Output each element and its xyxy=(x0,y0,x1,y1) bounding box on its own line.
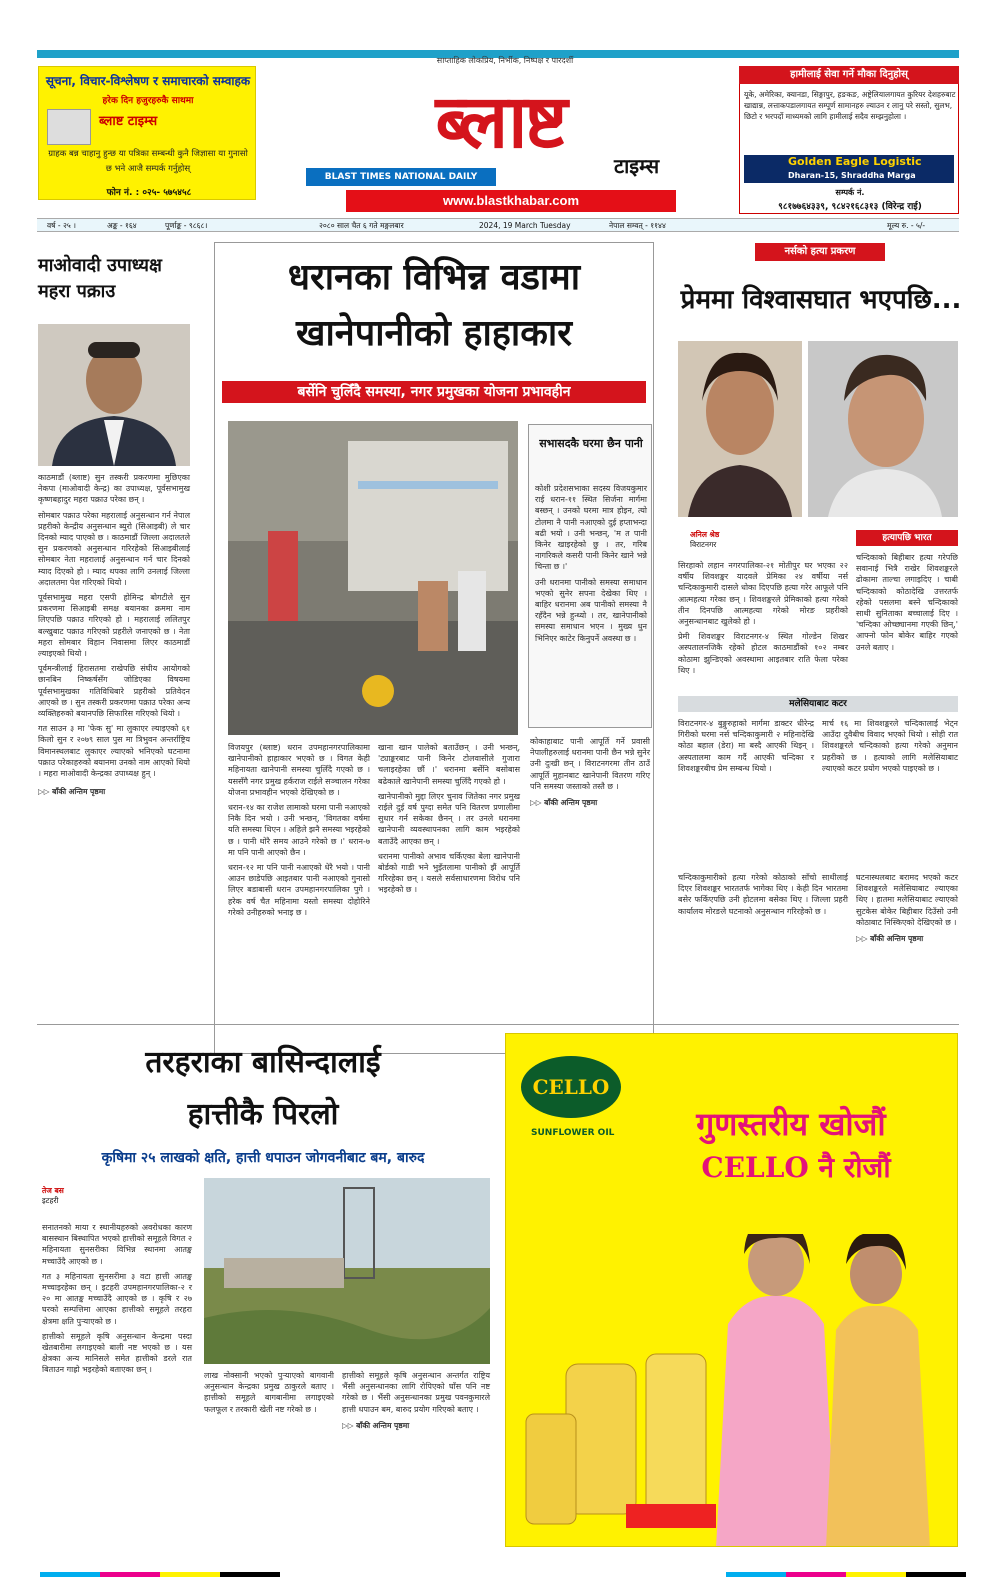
byline-location: विराटनगर xyxy=(690,540,717,549)
left-promo-brand: ब्लाष्ट टाइम्स xyxy=(99,114,158,129)
issue-number: अङ्क - १६४ xyxy=(107,221,137,230)
accused-photo xyxy=(808,341,958,517)
bottom-continued[interactable]: ▷▷ बाँकी अन्तिम पृष्ठमा xyxy=(342,1420,410,1430)
cello-advertisement[interactable] xyxy=(505,1033,958,1547)
byline-location: इटहरी xyxy=(42,1196,59,1205)
side-story-title: सभासदकै घरमा छैन पानी xyxy=(539,437,643,450)
main-para: धरानमा पानीको अभाव चर्किएका बेला खानेपानी बोर्डको गाडी भने भुइँतलामा पानीको झैं आपूर्ति गरिरहेका छन् । यसले सर्वसाधारणमा विरोध पनि भइरहेको छ । xyxy=(378,851,520,895)
masthead-logo xyxy=(284,72,716,184)
bottom-para: सनातनको माया र स्थानीयहरुको अवरोधका कारण बासस्थान बिस्थापित भएको हात्तीको समूहले विगत २ महिनायता सुनसरीका विभिन्न स्थानमा आतङ्क मच्चाउँदै आएको छ । xyxy=(42,1223,192,1266)
bottom-col-a xyxy=(42,1222,192,1376)
left-promo-sub: हरेक दिन हजुरहरुकै साथमा xyxy=(102,96,194,106)
nurse-col-c xyxy=(678,718,958,774)
nurse-story-tag: नर्सको हत्या प्रकरण xyxy=(755,243,885,261)
nurse-para: मार्च १६ मा शिवशङ्करले चन्दिकालाई भेट्न आउँदा दुवैबीच विवाद भएको थियो । सोही रात शिवशङ्करले चन्दिकाको हत्या गरेको अनुमान प्रहरीको छ । हत्याको लागि मलेसियाबाट ल्याएको कटर प्रयोग भएको पाइएको छ । xyxy=(822,719,958,773)
date-english: 2024, 19 March Tuesday xyxy=(479,221,571,230)
bottom-para: लाख नोक्सानी भएको पुऱ्याएको बागवानी अनुसन्धान केन्द्रका प्रमुख ठाकुरले बताए । हात्तीको समूहले बागबानीमा लगाइएको फलफूल र तरकारी खेती नष्ट गरेको छ । xyxy=(204,1371,334,1414)
main-headline: धरानका विभिन्न वडामा खानेपानीको हाहाकार xyxy=(287,257,581,354)
bottom-byline xyxy=(42,1186,192,1206)
nurse-continued[interactable]: ▷▷ बाँकी अन्तिम पृष्ठमा xyxy=(856,934,924,944)
bottom-para: हात्तीको समूहले कृषि अनुसन्धान अन्तर्गत राष्ट्रिय भैंसी अनुसन्धानका लागि रोपिएको घाँस पनि नष्ट गरेको छ । भैंसी अनुसन्धानका प्रमुख पवनकुमारले हात्ती धपाउन बम, बारुद प्रयोग गरिएको बताए । xyxy=(342,1371,490,1414)
eagle-logo xyxy=(744,155,954,183)
nurse-para: सिरहाको लहान नगरपालिका-२१ मोतीपुर घर भएका २२ वर्षीय शिवशङ्कर यादवले प्रेमिका २४ वर्षीया नर्स चन्दिकाकुमारी दासले धोका दिएपछि हत्या गरेर आफूले पनि आत्महत्या गरेका छन् । शिवशङ्करले प्रेमिकाको हत्या गरेको तीन दिनपछि आत्महत्या गरेको मोरङ प्रहरीको अनुसन्धानबाट खुलेको हो । xyxy=(678,561,848,627)
right-promo-phone: ९८१७७६४३३९, ९८४२१६८३१३ (विरेन्द्र राई) xyxy=(778,202,922,212)
cello-oil-label: SUNFLOWER OIL xyxy=(531,1128,615,1138)
main-para: धरान-१२ मा पनि पानी नआएको धेरै भयो । पानी आउन छाडेपछि आइतबार पानी नआएको गुनासो लिएर बडाबासी धरान उपमहानगरपालिका पुगे । हरेक वर्ष चैत महिनामा यस्तो समस्या दोहोरिने गरेको उनीहरुको भनाइ छ । xyxy=(228,863,370,917)
main-subhead: बर्सेनि चुलिँदै समस्या, नगर प्रमुखका योजना प्रभावहीन xyxy=(222,381,646,403)
left-promo-title: सूचना, विचार-विश्लेषण र समाचारको सम्वाहक xyxy=(45,74,251,88)
ad-headline-2: CELLO नै रोजौं xyxy=(701,1151,891,1184)
malaysia-tag: मलेसियाबाट कटर xyxy=(678,696,958,712)
side-story-para: कोकाहाबाट पानी आपूर्ति गर्ने प्रवासी नेपालीहरुलाई धरानमा पानी छैन भन्ने सुनेर उनी दुःखी छन् । विराटनगरमा तीन ठाउँ आपूर्ति मुहानबाट खानेपानी वितरण गरिए पनि समस्या जस्ताको तस्तै छ । xyxy=(530,737,650,791)
byline-name: अनिल श्रेष्ठ xyxy=(690,530,720,539)
eagle-logo-address: Dharan-15, Shraddha Marga xyxy=(788,171,916,180)
left-promo-text: ग्राहक बन्न चाहानु हुन्छ या पत्रिका सम्बन्धी कुनै जिज्ञासा या गुनासो छ भने आजै सम्पर्क गर्नुहोस् xyxy=(48,149,248,174)
logo-tagline: BLAST TIMES NATIONAL DAILY xyxy=(306,168,496,186)
nurse-col-a xyxy=(678,560,848,676)
site-url[interactable]: www.blastkhabar.com xyxy=(346,190,676,212)
page-bottom-strip xyxy=(0,1566,1006,1584)
ad-headline-1: गुणस्तरीय खोजौं xyxy=(696,1105,886,1143)
col1-headline: माओवादी उपाध्यक्ष महरा पक्राउ xyxy=(38,255,162,302)
left-promo-box xyxy=(38,66,256,200)
bottom-col-c xyxy=(342,1370,490,1431)
newspaper-icon xyxy=(47,109,91,145)
side-story-para: कोशी प्रदेशसभाका सदस्य विजयकुमार राई धरान-११ स्थित सिर्जना मार्गमा बस्छन् । उनको घरमा मात्र होइन, त्यो टोलमा नै पानी नआएको दुई हप्ताभन्दा बढी भयो । उनी भन्छन्, 'म त पानी किनेर खाइरहेको छु । तर, गरिब नागरिकले कसरी पानी किनेर खाने भन्ने चिन्ता छ ।' xyxy=(535,484,647,572)
issue-info-bar xyxy=(37,218,959,232)
nurse-para: विराटनगर-४ बुङ्गुरुहाको मार्गमा डाक्टर धीरेन्द्र गिरीको घरमा नर्स चन्दिकाकुमारी २ महिनादेखि कोठा बहाल (डेरा) मा बस्दै आएकी थिइन् । अस्पतालमा काम गर्दै आएकी चन्दिका र शिवशङ्करबीच प्रेम सम्बन्ध थियो । xyxy=(678,719,814,773)
bottom-para: हात्तीको समूहले कृषि अनुसन्धान केन्द्रमा पस्दा खेतबारीमा लगाइएको बाली नष्ट भएको छ । यस क्षेत्रका अन्य मानिसले समेत हात्तीको डरले रात बिताउन गाह्रो भइरहेको बताएका छन् । xyxy=(42,1331,192,1375)
total-issues: पूर्णाङ्क - ९८६८। xyxy=(165,221,208,230)
main-col-b xyxy=(378,742,520,896)
right-promo-text: यूके, अमेरिका, क्यानडा, सिङ्गापुर, हङकङ, अष्ट्रेलियालगायत कुरियर देशहरुबाट खाद्यान्न, लत्ताकपडालगायत सम्पूर्ण सामानहरु ल्याउन र लानु परे सस्तो, सुलभ, छिटो र भरपर्दो माध्यमको लागि हामीलाई सदैव सम्झनुहोला । xyxy=(744,90,956,121)
water-tanker-photo xyxy=(228,421,518,735)
byline-name: तेज बस xyxy=(42,1186,64,1195)
main-para: धरान-१४ का राजेश लामाको घरमा पानी नआएको निकै दिन भयो । उनी भन्छन्, 'विगतका वर्षमा यति समस्या थिएन । अहिले झनै समस्या भइरहेको छ । पानी थोरै समय आउने गरेको छ ।' धरान-७ मा पनि पानी आएको छैन । xyxy=(228,803,370,857)
elephant-damage-photo xyxy=(204,1178,490,1364)
bharat-tag: हत्यापछि भारत xyxy=(856,530,958,546)
date-nepali: २०८० साल चैत ६ गते मङ्गलबार xyxy=(319,221,404,230)
nurse-para: चन्दिकाको बिहीबार हत्या गरेपछि सवानाई भित्रै राखेर शिवशङ्करले ढोकामा ताल्चा लगाइदिए । चाबी चन्दिकाको कोठादेखि उत्तरतर्फ रहेको पसलमा बस्ने चन्दिकाको साथी सुनिताका बच्चालाई दिए । 'चन्दिका ओच्छ्यानमा गएकी छिन्,' आफ्नो फोन बोकेर बाहिर गएको उनले बताए । xyxy=(856,553,958,652)
nurse-para: घटनास्थलबाट बरामद भएको कटर शिवशङ्करले मलेसियाबाट ल्याएका थिए । हातमा मलेसियाबाट ल्याएको सुटकेस बोकेर बिहीबार दिउँसो उनी कोठाबाट निस्किएको देखिएको छ । xyxy=(856,873,958,927)
right-promo-phone-label: सम्पर्क नं. xyxy=(835,188,865,197)
bottom-headline-1: तरहराका बासिन्दालाई xyxy=(145,1045,381,1080)
col1-para: पूर्वमन्त्रीलाई हिरासतमा राखेपछि संघीय आयोगको छानबिन निष्कर्षसँग जोडिएका विषयमा पूर्वसभामुखका गतिविधिबारे प्रहरीको प्रतिवेदन आएको छ । सुन तस्करी प्रकरणमा पक्राउ परेका अन्य व्यक्तिहरुको बयानपछि सिफारिस गरिएको थियो । xyxy=(38,664,190,719)
col1-para: गत साउन ३ मा 'फेक सु' मा लुकाएर ल्याइएको ६१ किलो सुन र २०७९ साल पुस मा त्रिभुवन अन्तर्राष्ट्रिय विमानस्थलबाट लुकाएर ल्याएको भनिएको घटनामा पक्राउ परेकाहरुको बयानमा उनको नाम आएको थियो । महरा माओवादी केन्द्रका उपाध्यक्ष हुन् । xyxy=(38,724,190,779)
logo-times: टाइम्स xyxy=(614,154,660,178)
nurse-col-d xyxy=(678,872,848,917)
nurse-headline: प्रेममा विश्वासघात भएपछि... xyxy=(680,285,962,315)
bottom-subhead: कृषिमा २५ लाखको क्षति, हात्ती धपाउन जोगवनीबाट बम, बारुद xyxy=(101,1150,425,1166)
victim-photo xyxy=(678,341,802,517)
right-promo-box xyxy=(739,66,959,214)
nurse-col-b xyxy=(856,552,958,653)
mahara-photo xyxy=(38,324,190,466)
main-para: खाना खान पालेको बताउँछन् । उनी भन्छन्, 'ट्याङ्करबाट पानी किनेर टोलवासीले गुजारा चलाइरहेका छौं ।' धरानमा बर्सेनि बसोबास बढेकाले खानेपानी समस्या चुलिँदै गएको हो । xyxy=(378,743,520,786)
bottom-para: गत ३ महिनायता सुनसरीमा ३ वटा हात्ती आतङ्क मच्चाइरहेका छन् । इटहरी उपमहानगरपालिका-२ र २० मा आतङ्क मच्चाउँदै आएको छ । कृषि र २७ घरको सम्पत्तिमा आएका हात्तीको समूहले तरहरा क्षेत्रमा क्षति पुर्‍याएको छ । xyxy=(42,1271,192,1326)
section-divider xyxy=(37,1024,959,1025)
cello-logo: CELLO xyxy=(521,1056,621,1118)
nurse-byline xyxy=(690,530,840,550)
nurse-para: प्रेमी शिवशङ्कर विराटनगर-४ स्थित गोल्डेन शिखर अस्पतालनजिकै रहेको होटल काठमाडौंको १०२ नम्बर कोठामा झुन्डिएको अवस्थामा आइतबार राति फेला परेका थिए । xyxy=(678,632,848,675)
volume: वर्ष - २५ । xyxy=(47,221,77,230)
col1-para: काठमाडौं (ब्लाष्ट) सुन तस्करी प्रकरणमा मुछिएका नेकपा (माओवादी केन्द्र) का उपाध्यक्ष, पूर्वसभामुख कृष्णबहादुर महरा पक्राउ परेका छन् । xyxy=(38,473,190,505)
nepal-samvat: नेपाल सम्वत् - ११४४ xyxy=(609,221,666,230)
col1-continued[interactable]: ▷▷ बाँकी अन्तिम पृष्ठमा xyxy=(38,787,106,797)
main-para: विजयपुर (ब्लाष्ट) धरान उपमहानगरपालिकामा खानेपानीको हाहाकार भएको छ । विगत केही महिनायता खानेपानी समस्या चुलिँदै गएको छ । यससँगै नगर प्रमुख हर्कराज राईले सञ्चालन गरेका योजना प्रभावहीन भएको देखिएको छ । xyxy=(228,743,370,797)
price: मूल्य रु. - ५/- xyxy=(887,221,926,230)
nurse-col-e xyxy=(856,872,958,944)
col1-article xyxy=(38,472,190,797)
side-story-continued xyxy=(530,736,650,808)
logo-text: ब्लाष्ट xyxy=(435,79,565,165)
ad-models-products-illustration xyxy=(506,1234,958,1547)
side-story-para: उनी धरानमा पानीको समस्या समाधान भएको सुनेर सपना देखेका थिए । बाहिर धरानमा अब पानीको समस्या नै रहँदैन भन्ने हुन्थ्यो । तर, खानेपानीको समस्या समाधान भएन । मुख्य धुन भिनिएर काटेर किनुपर्ने अवस्था छ । xyxy=(535,577,647,643)
col1-para: पूर्वसभामुख महरा एसपी होमिन्द्र बोगटीले सुन प्रकरणमा सिआइबी समक्ष बयानका क्रममा नाम लिएपछि पक्राउ गरिएको हो । महरालाई ललितपुर बल्खुबाट पक्राउ गरिएको प्रहरीले जनाएको छ । नेता महरा सोमबार विहान निवासमा लिएर काठमाडौं ल्याइएको थियो । xyxy=(38,593,190,659)
main-col-a xyxy=(228,742,370,918)
nurse-para: चन्दिकाकुमारीको हत्या गरेको कोठाको साँचो साथीलाई दिएर शिवशङ्कर भारततर्फ भागेका थिए । केही दिन भारतमा बसेर फर्किएपछि उनी होटलमा बसेका थिए । जिल्ला प्रहरी कार्यालय मोरङले घटनाको अनुसन्धान गरिरहेको छ । xyxy=(678,873,848,916)
eagle-logo-name: Golden Eagle Logistic xyxy=(788,155,922,168)
left-promo-phone: फोन नं. : ०२५- ५७५४५८ xyxy=(106,188,192,198)
side-story-box xyxy=(528,424,652,728)
col1-para: सोमबार पक्राउ परेका महरालाई अनुसन्धान गर्न नेपाल प्रहरीको केन्द्रीय अनुसन्धान ब्युरो (सिआइबी) ले चार दिनको म्याद पाएको छ । काठमाडौं जिल्ला अदालतले सुन प्रकरणको अनुसन्धान गरिरहेको सिआइबीलाई सोमबार नेता महरालाई अनुसन्धान गर्न चार दिनको म्याद दिएको हो । म्याद थपका लागि उनलाई जिल्ला अदालतमा पेश गरिएको थियो । xyxy=(38,510,190,587)
bottom-headline-2: हात्तीकै पिरलो xyxy=(187,1097,339,1132)
bottom-col-b xyxy=(204,1370,334,1415)
right-promo-title: हामीलाई सेवा गर्ने मौका दिनुहोस् xyxy=(739,66,959,84)
masthead-strap: साप्ताहिक लोकप्रिय, निर्भीक, निष्पक्ष र पारदर्शी xyxy=(436,56,574,65)
main-para: खानेपानीको मुद्दा लिएर चुनाव जितेका नगर प्रमुख राईले दुई वर्ष पुग्दा समेत पनि वितरण प्रणालीमा सुधार गर्न सकेका छैनन् । तर उनले धरानमा खानेपानी व्यवस्थापनका लागि काम भइरहेको बताउँदै आएका छन् । xyxy=(378,791,520,846)
side-continued[interactable]: ▷▷ बाँकी अन्तिम पृष्ठमा xyxy=(530,798,598,808)
